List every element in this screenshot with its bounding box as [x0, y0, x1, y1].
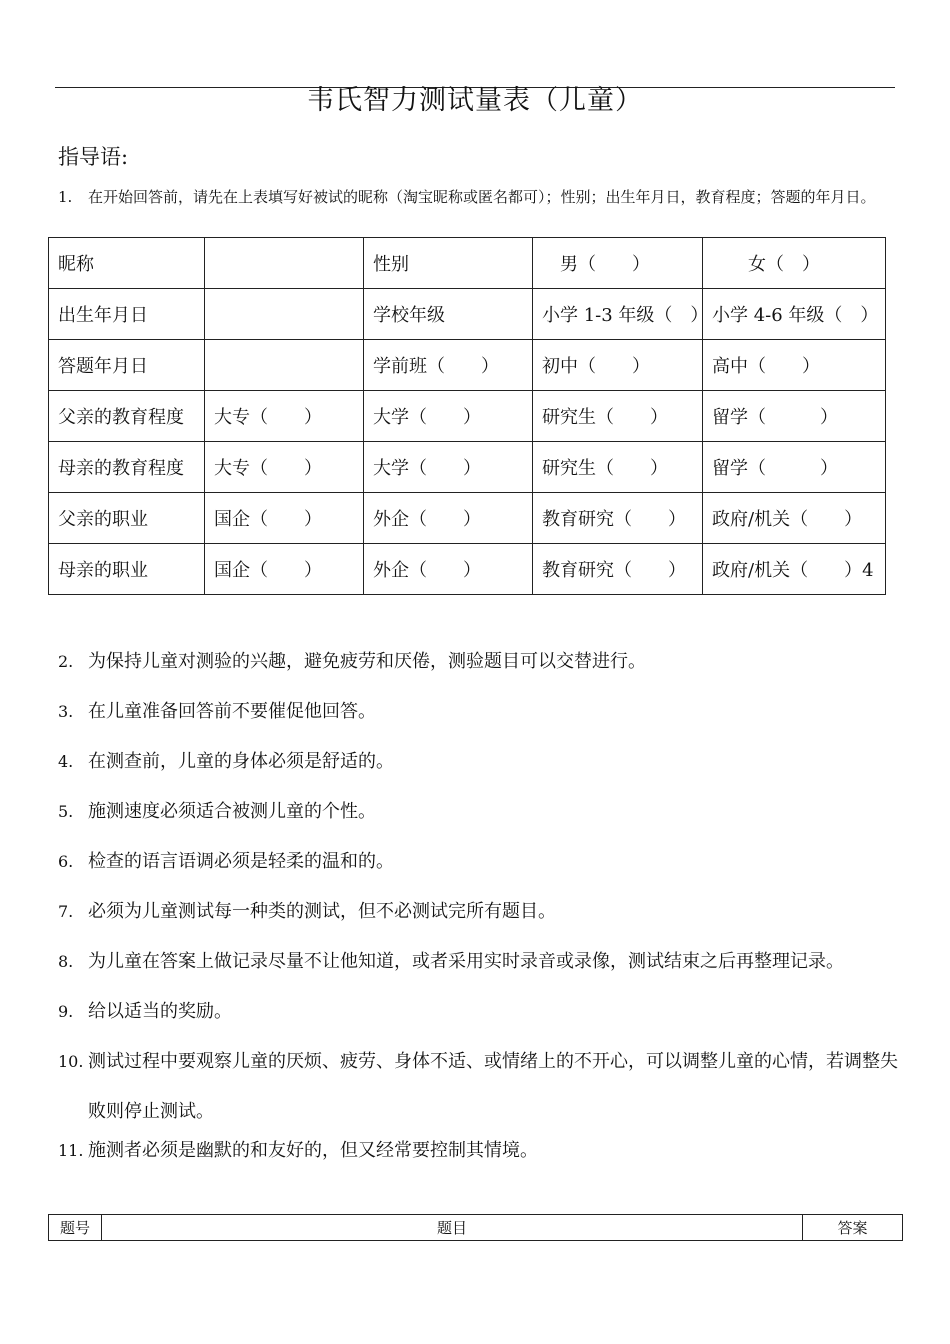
info-cell: 研究生（ ） [533, 391, 703, 442]
info-row-label: 出生年月日 [49, 289, 205, 340]
page-title: 韦氏智力测试量表（儿童） [307, 85, 643, 116]
guide-label: 指导语: [58, 145, 129, 169]
info-cell: 国企（ ） [205, 493, 364, 544]
instruction-number: 6. [58, 852, 74, 871]
instruction-text: 必须为儿童测试每一种类的测试，但不必测试完所有题目。 [88, 901, 556, 922]
instruction-text: 在开始回答前，请先在上表填写好被试的昵称（淘宝昵称或匿名都可）；性别；出生年月日，教育程度；答题的年月日。 [88, 188, 876, 206]
info-cell: 小学 4-6 年级（ ） [703, 289, 886, 340]
info-cell [205, 340, 364, 391]
instruction-number: 9. [58, 1002, 74, 1021]
info-cell: 女（ ） [703, 238, 886, 289]
info-cell: 大学（ ） [364, 442, 533, 493]
info-table-row [49, 442, 886, 493]
info-cell: 大专（ ） [205, 442, 364, 493]
instruction-item [58, 698, 908, 748]
instruction-list [58, 648, 908, 1187]
info-cell: 研究生（ ） [533, 442, 703, 493]
instruction-number: 3. [58, 702, 74, 721]
instruction-number: 4. [58, 752, 74, 771]
info-row-label: 父亲的教育程度 [49, 391, 205, 442]
instruction-text: 在儿童准备回答前不要催促他回答。 [88, 701, 376, 722]
instruction-item [58, 748, 908, 798]
info-table-row [49, 544, 886, 595]
info-cell: 留学（ ） [703, 391, 886, 442]
info-row-label: 母亲的职业 [49, 544, 205, 595]
instruction-number: 8. [58, 952, 74, 971]
info-row-label: 昵称 [49, 238, 205, 289]
instruction-item [58, 798, 908, 848]
instruction-text: 施测者必须是幽默的和友好的，但又经常要控制其情境。 [88, 1140, 538, 1161]
info-row-label: 父亲的职业 [49, 493, 205, 544]
info-cell: 学前班（ ） [364, 340, 533, 391]
info-cell [205, 238, 364, 289]
instruction-text: 施测速度必须适合被测儿童的个性。 [88, 801, 376, 822]
info-table [48, 237, 886, 595]
instruction-item [58, 1137, 908, 1187]
instruction-number: 11. [58, 1141, 84, 1160]
info-cell [205, 289, 364, 340]
instruction-text: 为儿童在答案上做记录尽量不让他知道，或者采用实时录音或录像，测试结束之后再整理记录。 [88, 951, 844, 972]
info-cell: 男（ ） [533, 238, 703, 289]
instruction-item [58, 1037, 908, 1137]
instruction-number: 7. [58, 902, 74, 921]
header-question-number: 题号 [49, 1215, 102, 1241]
info-table-row [49, 340, 886, 391]
info-cell: 学校年级 [364, 289, 533, 340]
instruction-text: 给以适当的奖励。 [88, 1001, 232, 1022]
instruction-number: 10. [58, 1052, 84, 1071]
instruction-text: 测试过程中要观察儿童的厌烦、疲劳、身体不适、或情绪上的不开心，可以调整儿童的心情，若调整失败则停止测试。 [88, 1051, 898, 1122]
info-table-row [49, 289, 886, 340]
info-cell: 外企（ ） [364, 493, 533, 544]
info-table-row [49, 391, 886, 442]
instruction-item [58, 948, 908, 998]
info-cell: 留学（ ） [703, 442, 886, 493]
info-cell: 性别 [364, 238, 533, 289]
instruction-number: 2. [58, 652, 74, 671]
info-cell: 国企（ ） [205, 544, 364, 595]
info-cell: 政府/机关（ ） [703, 493, 886, 544]
info-row-label: 答题年月日 [49, 340, 205, 391]
header-answer: 答案 [803, 1215, 903, 1241]
info-cell: 高中（ ） [703, 340, 886, 391]
info-cell: 大学（ ） [364, 391, 533, 442]
info-row-label: 母亲的教育程度 [49, 442, 205, 493]
question-table [48, 1214, 903, 1241]
instruction-text: 为保持儿童对测验的兴趣，避免疲劳和厌倦，测验题目可以交替进行。 [88, 651, 646, 672]
instruction-item [58, 648, 908, 698]
info-cell: 教育研究（ ） [533, 493, 703, 544]
instruction-item [58, 898, 908, 948]
info-table-row [49, 238, 886, 289]
info-cell: 教育研究（ ） [533, 544, 703, 595]
info-cell: 政府/机关（ ）4 [703, 544, 886, 595]
info-cell: 初中（ ） [533, 340, 703, 391]
info-cell: 大专（ ） [205, 391, 364, 442]
instruction-item [58, 186, 898, 209]
question-table-header-row [49, 1215, 903, 1241]
info-cell: 外企（ ） [364, 544, 533, 595]
instruction-number: 1. [58, 188, 73, 206]
instruction-number: 5. [58, 802, 74, 821]
header-question: 题目 [102, 1215, 803, 1241]
instruction-text: 检查的语言语调必须是轻柔的温和的。 [88, 851, 394, 872]
info-table-row [49, 493, 886, 544]
instruction-item [58, 848, 908, 898]
info-cell: 小学 1-3 年级（ ） [533, 289, 703, 340]
instruction-text: 在测查前，儿童的身体必须是舒适的。 [88, 751, 394, 772]
